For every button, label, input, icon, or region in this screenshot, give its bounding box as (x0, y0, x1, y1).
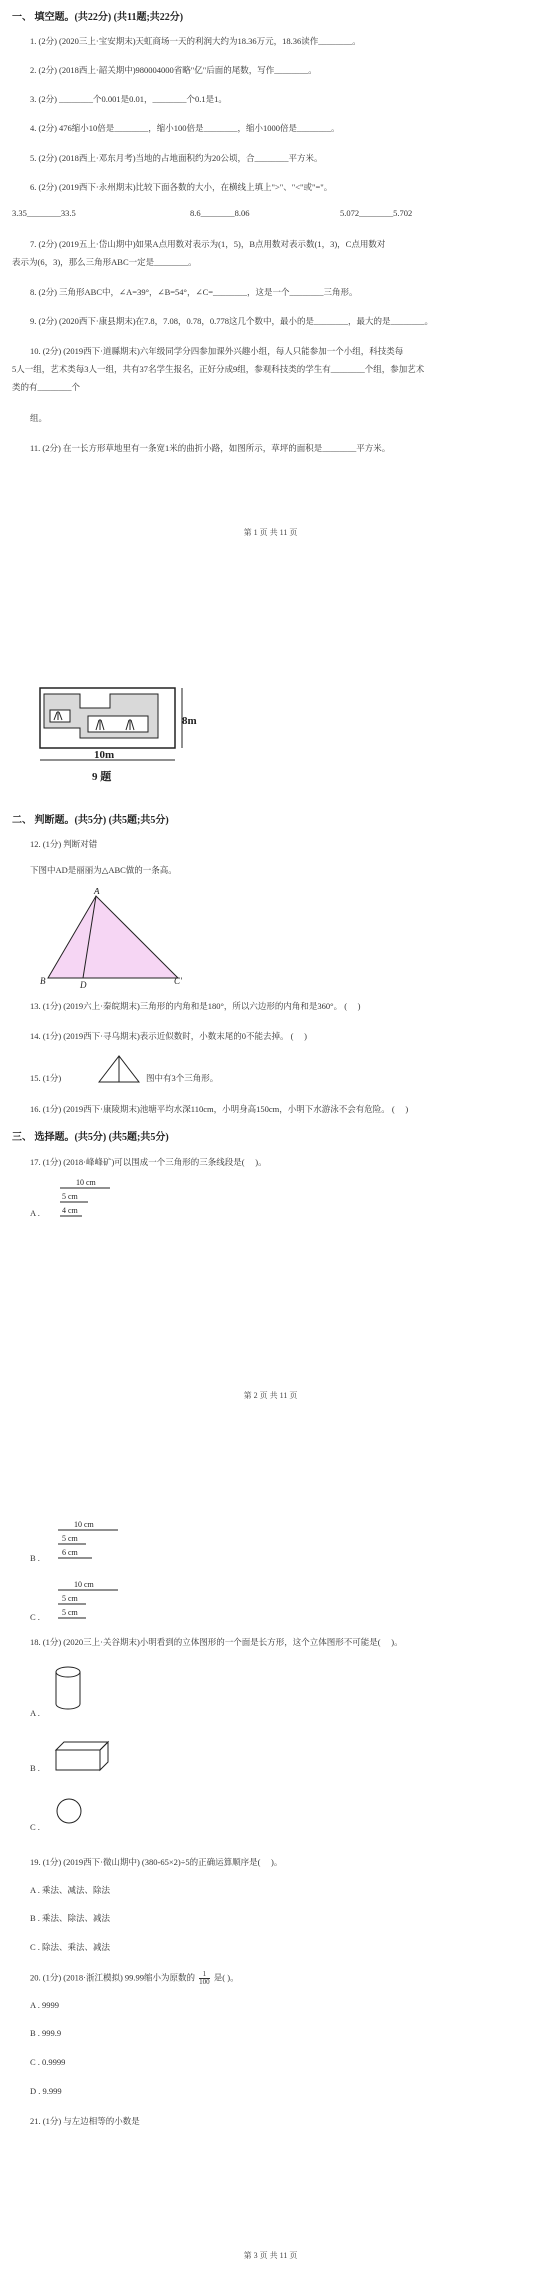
q17-option-b-label[interactable]: B . (30, 1553, 40, 1563)
q20-option-c[interactable]: C . 0.9999 (30, 2057, 66, 2067)
question-17: 17. (1分) (2018·峰峰矿)可以围成一个三角形的三条线段是( )。 (30, 1157, 267, 1167)
question-15-text: 图中有3个三角形。 (146, 1073, 219, 1083)
q17-option-b-segments (52, 1518, 132, 1568)
segment-label: 10 cm (76, 1178, 96, 1187)
q17-option-a-label[interactable]: A . (30, 1208, 40, 1218)
q20-option-d[interactable]: D . 9.999 (30, 2086, 62, 2096)
triangle-abc-figure (38, 888, 188, 990)
question-7: 7. (2分) (2019五上·岱山期中)如果A点用数对表示为(1，5)，B点用数对表示数(1，3)，C点用数对 (30, 239, 386, 249)
question-1: 1. (2分) (2020三上·宝安期末)天虹商场一天的利润大约为18.36万元，18.36读作________。 (30, 36, 361, 46)
question-10-cont-1: 5人一组，艺术类每3人一组，共有37名学生报名，正好分成9组，参观科技类的学生有________个组，参加艺术 (12, 364, 425, 374)
vertex-a-label: A (94, 888, 100, 896)
question-21: 21. (1分) 与左边相等的小数是 (30, 2116, 140, 2126)
question-2: 2. (2分) (2018西上·韶关期中)980004000省略"亿"后面的尾数，写作________。 (30, 65, 317, 75)
question-5: 5. (2分) (2018西上·邓东月考)当地的占地面积约为20公顷，合________平方米。 (30, 153, 323, 163)
question-18: 18. (1分) (2020三上·关谷期末)小明看到的立体图形的一个面是长方形，这个立体图形不可能是( )。 (30, 1637, 403, 1647)
segment-label: 5 cm (62, 1192, 78, 1201)
cuboid-icon (52, 1736, 112, 1776)
fig9-height-label: 8m (182, 715, 197, 727)
question-6: 6. (2分) (2019西下·永州期末)比较下面各数的大小，在横线上填上">"、"<"或"="。 (30, 182, 333, 192)
segment-label: 5 cm (62, 1594, 78, 1603)
q19-option-a[interactable]: A . 乘法、减法、除法 (30, 1885, 111, 1895)
q17-option-a-segments (52, 1176, 122, 1226)
question-16: 16. (1分) (2019西下·康陵期末)池塘平均水深110cm，小明身高150cm，小明下水游泳不会有危险。 ( ) (30, 1104, 409, 1114)
segment-label: 10 cm (74, 1520, 94, 1529)
q17-option-c-segments (52, 1578, 132, 1628)
q18-option-a-label[interactable]: A . (30, 1708, 40, 1718)
q17-option-c-label[interactable]: C . (30, 1612, 40, 1622)
section-title-fill-blank: 一、 填空题。(共22分) (共11题;共22分) (12, 12, 184, 23)
page-number-1: 第 1 页 共 11 页 (243, 528, 298, 537)
fig9-caption: 9 题 (92, 771, 112, 783)
question-15-label: 15. (1分) (30, 1073, 62, 1083)
question-10-cont-2: 类的有________个 (12, 382, 81, 392)
sphere-icon (54, 1796, 86, 1826)
question-9: 9. (2分) (2020西下·康县期末)在7.8，7.08，0.78，0.778这几个数中，最小的是________，最大的是________。 (30, 316, 434, 326)
fig9-width-label: 10m (94, 749, 115, 761)
question-14: 14. (1分) (2019西下·寻乌期末)表示近似数时，小数末尾的0不能去掉。 ( ) (30, 1031, 307, 1041)
question-12-text: 下图中AD是丽丽为△ABC做的一条高。 (30, 865, 177, 875)
figure-9-lawn-path (30, 680, 230, 798)
segment-label: 6 cm (62, 1548, 78, 1557)
question-3: 3. (2分) ________个0.001是0.01，________个0.1是1。 (30, 94, 227, 104)
q6-item-2: 8.6________8.06 (190, 208, 250, 218)
question-7-cont: 表示为(6，3)，那么三角形ABC一定是________。 (12, 257, 197, 267)
q20-option-a[interactable]: A . 9999 (30, 2000, 60, 2010)
question-20: 20. (1分) (2018·浙江模拟) 99.99缩小为原数的 $\frac{1}{100}$ 是( )。 (30, 1970, 239, 1986)
q19-option-b[interactable]: B . 乘法、除法、减法 (30, 1913, 111, 1923)
page-number-3: 第 3 页 共 11 页 (243, 2251, 298, 2260)
question-4: 4. (2分) 476缩小10倍是________，缩小100倍是________，缩小1000倍是________。 (30, 123, 340, 133)
q6-item-3: 5.072________5.702 (340, 208, 413, 218)
question-13: 13. (1分) (2019六上·秦皖期末)三角形的内角和是180°，所以六边形的内角和是360°。 ( ) (30, 1001, 361, 1011)
point-d-label: D (80, 980, 87, 990)
question-8: 8. (2分) 三角形ABC中，∠A=39°，∠B=54°，∠C=________，这是一个________三角形。 (30, 287, 358, 297)
question-19: 19. (1分) (2019西下·微山期中) (380-65×2)÷5的正确运算顺序是( )。 (30, 1857, 283, 1867)
q19-option-c[interactable]: C . 除法、乘法、减法 (30, 1942, 111, 1952)
segment-label: 10 cm (74, 1580, 94, 1589)
question-11: 11. (2分) 在一长方形草地里有一条宽1米的曲折小路，如图所示，草坪的面积是________平方米。 (30, 443, 391, 453)
section-title-choice: 三、 选择题。(共5分) (共5题;共5分) (12, 1132, 169, 1143)
segment-label: 5 cm (62, 1608, 78, 1617)
triangle-split-figure (95, 1052, 143, 1086)
q20-option-b[interactable]: B . 999.9 (30, 2028, 62, 2038)
segment-label: 4 cm (62, 1206, 78, 1215)
fraction-1-100: $\frac{1}{100}$ (199, 1970, 210, 1986)
q18-option-c-label[interactable]: C . (30, 1822, 40, 1832)
q6-item-1: 3.35________33.5 (12, 208, 76, 218)
section-title-judgement: 二、 判断题。(共5分) (共5题;共5分) (12, 815, 169, 826)
segment-label: 5 cm (62, 1534, 78, 1543)
page-number-2: 第 2 页 共 11 页 (243, 1391, 298, 1400)
vertex-b-label: B (40, 976, 46, 986)
q18-option-b-label[interactable]: B . (30, 1763, 40, 1773)
question-12: 12. (1分) 判断对错 (30, 839, 98, 849)
question-10: 10. (2分) (2019西下·道縣期末)六年级同学分四参加课外兴趣小组，每人只能参加一个小组，科技类每 (30, 346, 404, 356)
question-10-cont-3: 组。 (30, 413, 48, 423)
vertex-c-label: C' (174, 976, 182, 986)
cylinder-icon (50, 1664, 86, 1714)
